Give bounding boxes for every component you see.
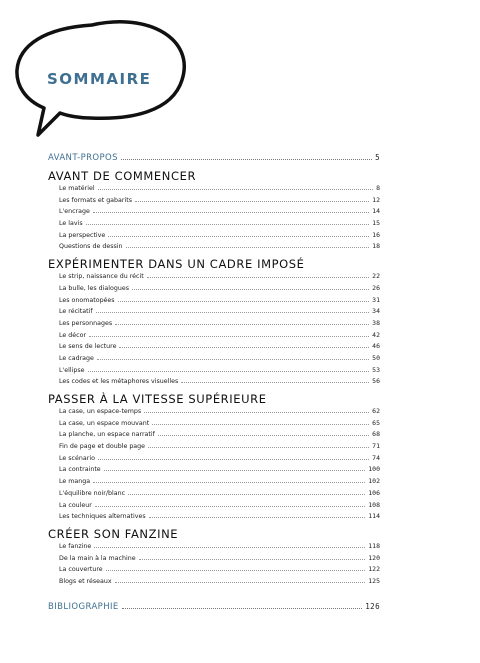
toc-entry[interactable] — [48, 465, 380, 477]
entry-page: 8 — [376, 184, 380, 192]
toc-entry[interactable] — [48, 442, 380, 454]
front-matter-label: AVANT-PROPOS — [48, 153, 118, 163]
section-title[interactable]: AVANT DE COMMENCER — [48, 169, 197, 183]
entry-label: Le matériel — [59, 185, 95, 192]
dot-leader — [97, 359, 369, 360]
toc-entry[interactable] — [48, 454, 380, 466]
entry-label: Le cadrage — [59, 354, 94, 362]
entry-page: 114 — [368, 512, 380, 521]
entry-page: 42 — [372, 330, 380, 339]
entry-label: Les onomatopées — [59, 296, 115, 304]
toc-entry[interactable] — [48, 565, 380, 577]
entry-page: 65 — [372, 418, 380, 427]
dot-leader — [106, 570, 366, 571]
dot-leader — [158, 435, 369, 436]
dot-leader — [135, 201, 369, 202]
toc-entry[interactable] — [48, 512, 380, 524]
dot-leader — [98, 459, 369, 460]
dot-leader — [148, 447, 369, 448]
dot-leader — [126, 247, 370, 248]
entry-label: Le lavis — [59, 220, 83, 228]
dot-leader — [149, 517, 366, 518]
entry-page: 100 — [368, 465, 380, 474]
entry-label: La case, un espace-temps — [59, 408, 142, 415]
section-title[interactable]: EXPÉRIMENTER DANS UN CADRE IMPOSÉ — [48, 257, 305, 272]
entry-page: 16 — [372, 230, 380, 239]
entry-label: Le sens de lecture — [59, 343, 117, 351]
toc-section — [48, 169, 380, 254]
toc-entry[interactable] — [48, 272, 380, 284]
entry-label: La planche, un espace narratif — [59, 431, 155, 439]
entry-page: 31 — [372, 295, 380, 304]
entry-label: Les codes et les métaphores visuelles — [59, 378, 179, 386]
dot-leader — [152, 424, 369, 425]
entry-page: 120 — [368, 553, 380, 562]
dot-leader — [98, 189, 374, 190]
dot-leader — [118, 301, 370, 302]
back-matter-label: BIBLIOGRAPHIE — [48, 601, 119, 612]
entry-label: Le récitatif — [59, 308, 93, 316]
entry-label: La couleur — [59, 501, 92, 509]
dot-leader — [95, 506, 365, 507]
toc-entry[interactable] — [48, 489, 380, 501]
entry-label: Le strip, naissance du récit — [59, 273, 144, 281]
dot-leader — [86, 224, 370, 225]
toc-entry[interactable] — [48, 319, 380, 331]
toc-entry[interactable] — [48, 207, 380, 219]
toc-section — [48, 257, 380, 389]
dot-leader — [94, 547, 365, 548]
entry-label: Le scénario — [59, 454, 95, 462]
entry-page: 106 — [368, 488, 380, 497]
entry-label: La perspective — [59, 231, 106, 239]
toc-entry[interactable] — [48, 196, 380, 208]
dot-leader — [115, 582, 366, 583]
toc-entry[interactable] — [48, 354, 380, 366]
page-title: SOMMAIRE — [47, 70, 152, 88]
entry-page: 56 — [372, 377, 380, 386]
entry-page: 15 — [372, 219, 380, 228]
toc-section — [48, 392, 380, 524]
entry-page: 68 — [372, 430, 380, 439]
toc-entry[interactable] — [48, 342, 380, 354]
entry-page: 62 — [372, 407, 380, 415]
dot-leader — [119, 347, 369, 348]
entry-label: La couverture — [59, 566, 103, 574]
dot-leader — [132, 289, 369, 290]
entry-page: 14 — [372, 207, 380, 216]
entry-label: La contrainte — [59, 466, 101, 474]
entry-label: La case, un espace mouvant — [59, 419, 150, 427]
entry-page: 74 — [372, 453, 380, 462]
entry-page: 34 — [372, 307, 380, 316]
toc-entry[interactable] — [48, 554, 380, 566]
entry-page: 118 — [368, 541, 380, 550]
entry-page: 122 — [368, 565, 380, 574]
toc-entry[interactable] — [48, 284, 380, 296]
toc-entry[interactable] — [48, 331, 380, 343]
back-matter-page: 126 — [365, 601, 380, 611]
front-matter-page: 5 — [375, 153, 380, 162]
toc-entry[interactable] — [48, 577, 380, 589]
section-title[interactable]: CRÉER SON FANZINE — [48, 526, 179, 541]
toc-entry[interactable] — [48, 407, 380, 419]
entry-page: 102 — [368, 477, 380, 486]
entry-page: 18 — [372, 242, 380, 251]
entry-label: Le décor — [59, 331, 87, 339]
toc-section — [48, 527, 380, 589]
entry-label: Le manga — [59, 478, 91, 486]
entry-page: 71 — [372, 442, 380, 451]
toc-entry[interactable] — [48, 307, 380, 319]
entry-page: 26 — [372, 283, 380, 292]
dot-leader — [93, 482, 365, 483]
dot-leader — [115, 324, 369, 325]
dot-leader — [96, 312, 370, 313]
entry-page: 22 — [372, 272, 380, 281]
entry-label: Les formats et gabarits — [59, 196, 132, 204]
toc-front-matter[interactable] — [48, 153, 380, 166]
dot-leader — [122, 608, 363, 609]
entry-label: Blogs et réseaux — [59, 577, 112, 585]
dot-leader — [93, 212, 369, 213]
dot-leader — [147, 277, 369, 278]
dot-leader — [104, 470, 366, 471]
dot-leader — [128, 494, 365, 495]
entry-label: Le fanzine — [59, 542, 92, 550]
toc-entry[interactable] — [48, 231, 380, 243]
dot-leader — [181, 382, 369, 383]
entry-page: 46 — [372, 342, 380, 351]
dot-leader — [144, 412, 369, 413]
toc-entry[interactable] — [48, 242, 380, 254]
dot-leader — [88, 371, 370, 372]
toc-entry[interactable] — [48, 430, 380, 442]
toc-entry[interactable] — [48, 366, 380, 378]
entry-page: 108 — [368, 500, 380, 509]
dot-leader — [121, 159, 372, 160]
entry-page: 50 — [372, 353, 380, 362]
entry-label: La bulle, les dialogues — [59, 284, 129, 292]
entry-label: L'équilibre noir/blanc — [59, 489, 126, 497]
entry-label: De la main à la machine — [59, 554, 136, 562]
dot-leader — [139, 559, 366, 560]
section-title[interactable]: PASSER À LA VITESSE SUPÉRIEURE — [48, 392, 267, 406]
entry-label: L'encrage — [59, 208, 90, 216]
toc-entry[interactable] — [48, 542, 380, 554]
toc-entry[interactable] — [48, 477, 380, 489]
entry-page: 38 — [372, 318, 380, 327]
entry-label: Fin de page et double page — [59, 443, 146, 451]
toc-entry[interactable] — [48, 296, 380, 308]
entry-label: Questions de dessin — [59, 243, 123, 251]
entry-page: 12 — [372, 195, 380, 204]
dot-leader — [89, 336, 369, 337]
toc-entry[interactable] — [48, 219, 380, 231]
toc-entry[interactable] — [48, 184, 380, 196]
toc-back-matter[interactable] — [48, 602, 380, 615]
entry-label: Les personnages — [59, 319, 113, 327]
table-of-contents — [48, 153, 380, 615]
entry-label: L'ellipse — [59, 366, 85, 374]
entry-label: Les techniques alternatives — [59, 513, 146, 521]
entry-page: 125 — [368, 576, 380, 585]
toc-entry[interactable] — [48, 419, 380, 431]
toc-entry[interactable] — [48, 501, 380, 513]
toc-entry[interactable] — [48, 377, 380, 389]
dot-leader — [108, 236, 369, 237]
entry-page: 53 — [372, 365, 380, 374]
